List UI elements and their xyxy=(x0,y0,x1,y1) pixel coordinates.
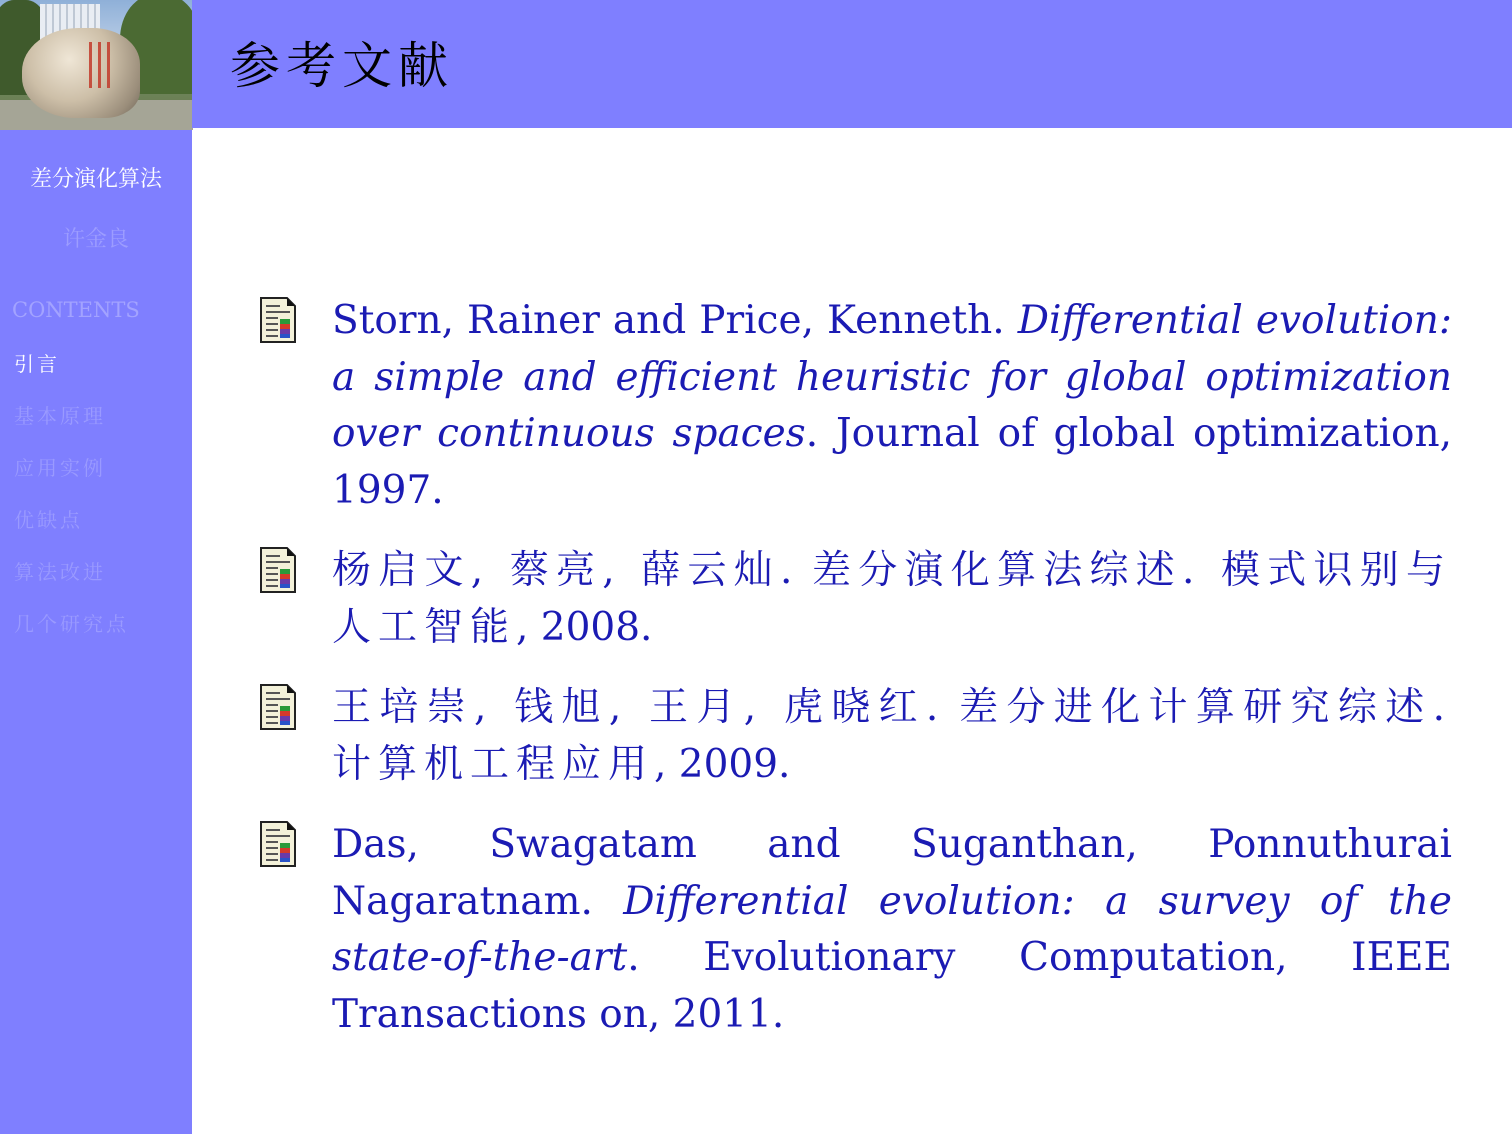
article-icon xyxy=(260,297,296,343)
reference-venue: . Evolutionary Computation, IEEE Transactions on, 2011. xyxy=(332,935,1452,1037)
bibliography-list xyxy=(260,293,1452,1043)
reference-venue: . Journal of global optimization, 1997. xyxy=(332,411,1452,513)
sidebar xyxy=(0,0,192,1134)
reference-authors: Storn, Rainer and Price, Kenneth. xyxy=(332,298,1005,343)
toc-item-intro[interactable]: 引言 xyxy=(14,352,60,376)
reference-authors: Das, Swagatam and Suganthan, Ponnuthurai Nagaratnam. xyxy=(332,822,1452,924)
bibliography-item xyxy=(260,680,1452,793)
toc-item-pros-cons[interactable]: 优缺点 xyxy=(14,508,83,532)
article-icon xyxy=(260,547,296,593)
toc-item-examples[interactable]: 应用实例 xyxy=(14,456,106,480)
presentation-title[interactable]: 差分演化算法 xyxy=(29,167,162,192)
reference-authors: 杨启文, 蔡亮, 薛云灿. xyxy=(332,548,800,593)
frame-title: 参考文献 xyxy=(230,37,454,95)
logo-campus-rock-photo xyxy=(0,0,193,130)
reference-title: Differential evolution: a survey of the state-of-the-art xyxy=(332,878,1453,980)
table-of-contents xyxy=(14,348,129,660)
bibliography-item xyxy=(260,543,1452,656)
article-icon xyxy=(260,684,296,730)
author-name: 许金良 xyxy=(62,227,129,252)
toc-item-improvements[interactable]: 算法改进 xyxy=(14,560,106,584)
reference-title: Differential evolution: a simple and efficient heuristic for global optimization over continuous spaces xyxy=(332,298,1452,456)
toc-item-principles[interactable]: 基本原理 xyxy=(14,404,106,428)
toc-item-research-points[interactable]: 几个研究点 xyxy=(14,612,129,636)
reference-venue: , 2008. xyxy=(516,604,653,650)
reference-venue: , 2009. xyxy=(654,741,791,787)
reference-title: 差分进化计算研究综述. 计算机工程应用 xyxy=(332,685,1452,787)
article-icon xyxy=(260,821,296,867)
bibliography-item xyxy=(260,817,1452,1043)
reference-authors: 王培崇, 钱旭, 王月, 虎晓红. xyxy=(332,685,946,730)
bibliography-item xyxy=(260,293,1452,519)
reference-title: 差分演化算法综述. 模式识别与人工智能 xyxy=(332,548,1452,650)
frame-header xyxy=(192,0,1512,128)
contents-heading: CONTENTS xyxy=(12,298,140,322)
